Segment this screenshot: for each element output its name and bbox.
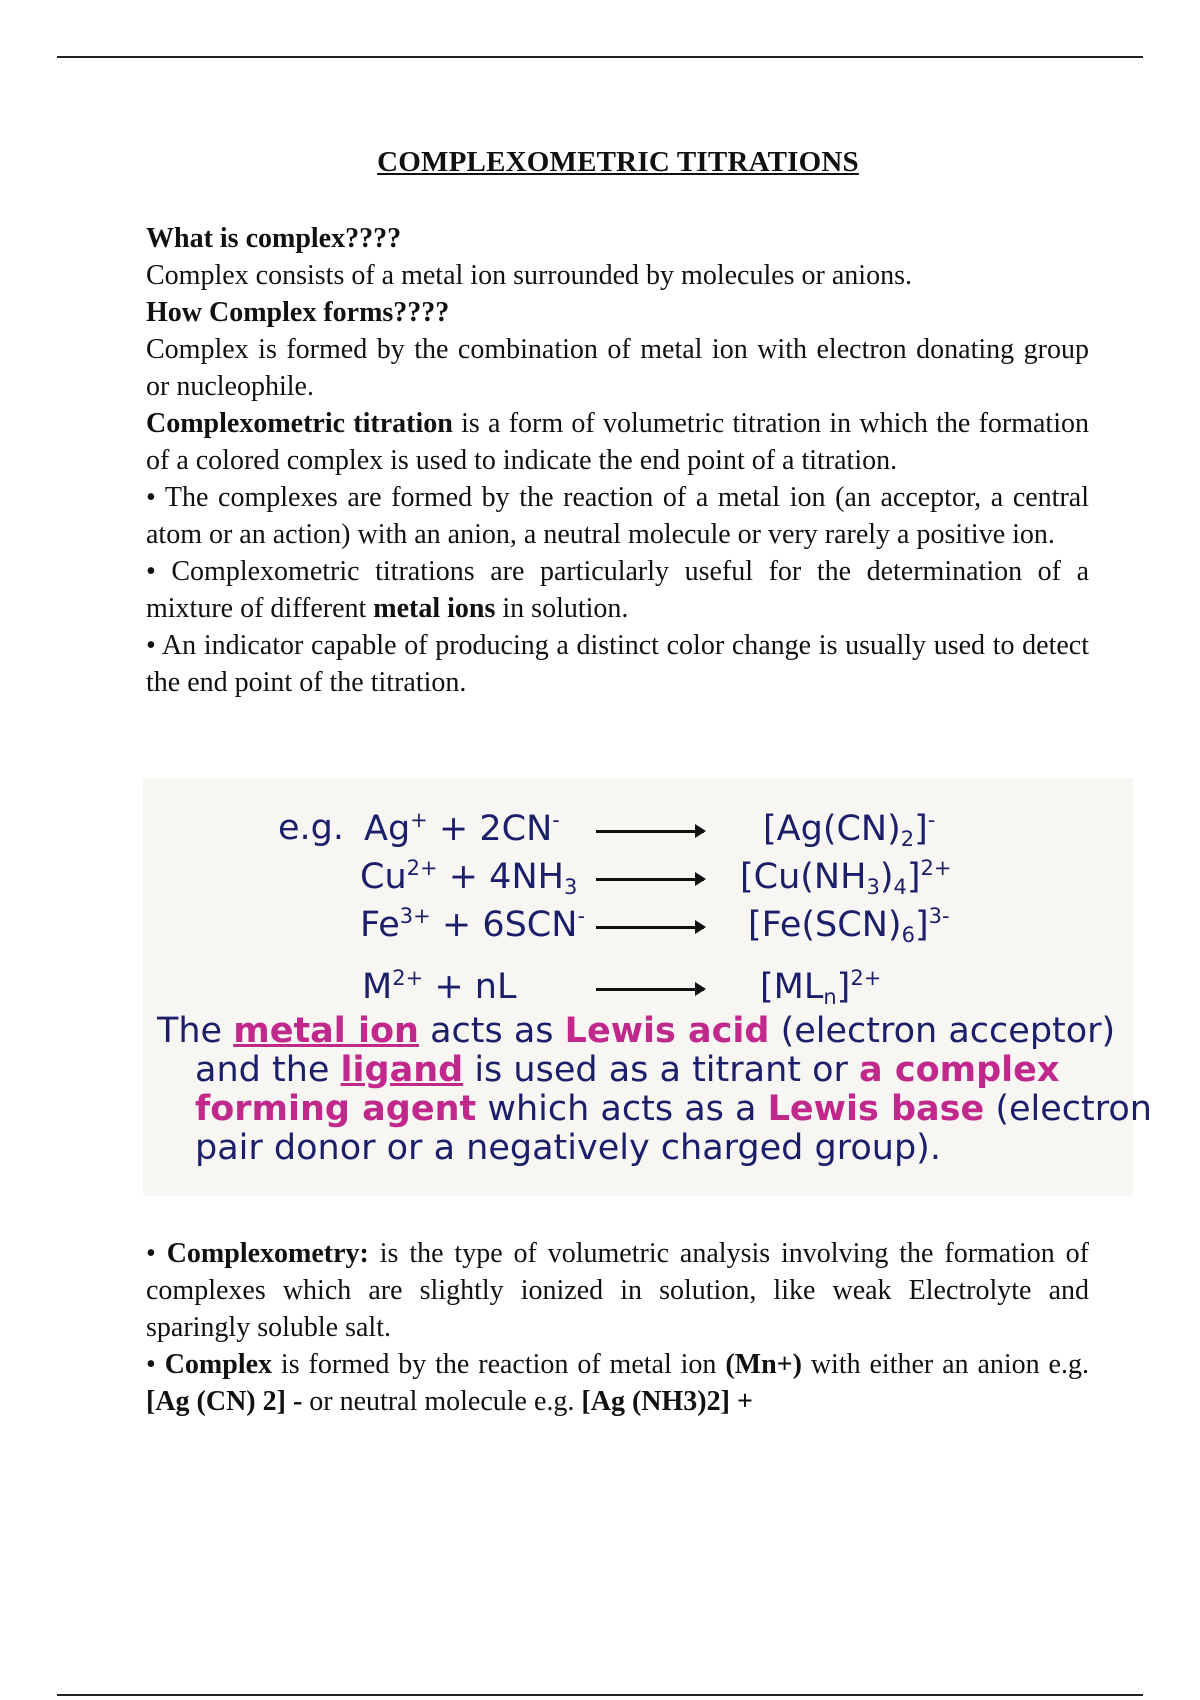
subscript: n (823, 985, 837, 1009)
charge: - (552, 808, 560, 832)
charge: - (577, 904, 586, 928)
reactant: Fe (360, 905, 400, 945)
reaction-1-left (364, 808, 560, 849)
charge: 3- (928, 904, 950, 928)
charge: 2+ (920, 856, 952, 880)
top-rule (57, 56, 1143, 58)
highlight-lewis-acid: Lewis acid (564, 1011, 770, 1051)
reaction-2-right (740, 856, 951, 899)
bullet-text: with either an anion e.g. (801, 1349, 1089, 1380)
highlight-lewis-base: Lewis base (767, 1089, 985, 1129)
subscript: 3 (563, 875, 578, 899)
reaction-3-right (748, 904, 950, 947)
bullet-complexes-formed: • The complexes are formed by the reaction of a metal ion (an acceptor, a central atom or an action) with an anion, a neutral molecule or very rarely a positive ion. (146, 482, 1089, 550)
reactant: + 2CN (438, 809, 553, 849)
equations-figure (143, 778, 1152, 1196)
answer-how-complex-forms: Complex is formed by the combination of metal ion with electron donating group or nucleophile. (146, 334, 1089, 402)
reactant: + 4NH (448, 857, 564, 897)
bullet-marker: • (146, 1238, 167, 1269)
reaction-2-left (360, 856, 577, 899)
reactant: + 6SCN (441, 905, 578, 945)
charge: 2+ (850, 966, 882, 990)
reaction-general-right (760, 966, 881, 1009)
bullet-bold-text: Complexometry: (166, 1238, 369, 1269)
highlight-complex: a complex (859, 1050, 1060, 1090)
product: [Fe(SCN) (748, 905, 902, 945)
reaction-1-right (763, 808, 935, 851)
reaction-arrow-icon (596, 878, 704, 881)
bullet-complex-reaction (146, 1346, 1089, 1420)
reaction-arrow-icon (596, 830, 704, 833)
charge: 2+ (406, 856, 438, 880)
bullet-complexometry (146, 1235, 1089, 1346)
bullet-text: or neutral molecule e.g. (302, 1386, 582, 1417)
highlight-ligand: ligand (340, 1050, 464, 1090)
definition-term: Complexometric titration (146, 408, 453, 439)
bullet-text: in solution. (495, 593, 629, 624)
lewis-line-4: pair donor or a negatively charged group). (195, 1128, 941, 1168)
lewis-line-1 (157, 1012, 1122, 1051)
text: is used as a titrant or (463, 1050, 860, 1090)
charge: - (927, 808, 936, 832)
reaction-general-left (362, 966, 516, 1007)
bullet-text: • Complexometric titrations are particularly useful for the determination of a mixture of different (146, 556, 1089, 624)
text: The (157, 1011, 234, 1051)
bullet-text: is the type of volumetric analysis involving the formation of complexes which are slightly ionized in solution, like weak Electrolyte and sparingly soluble salt. (146, 1238, 1089, 1343)
bullet-indicator: • An indicator capable of producing a distinct color change is usually used to detect the end point of the titration. (146, 630, 1089, 698)
bullet-useful-determination (146, 553, 1089, 627)
complexometry-section (146, 1235, 1089, 1420)
charge: 3+ (399, 904, 431, 928)
subscript: 4 (893, 875, 907, 899)
answer-what-is-complex: Complex consists of a metal ion surrounded by molecules or anions. (146, 260, 912, 291)
page-title: COMPLEXOMETRIC TITRATIONS (377, 146, 859, 178)
text: (electron (984, 1089, 1152, 1129)
lewis-line-3 (157, 1089, 1152, 1129)
bullet-text: is formed by the reaction of metal ion (272, 1349, 726, 1380)
subscript: 6 (901, 923, 915, 947)
text: and the (195, 1050, 341, 1090)
bullet-bold-text: [Ag (NH3)2] + (581, 1386, 753, 1417)
lewis-line-2 (157, 1051, 1122, 1090)
definition-text: is a form of volumetric titration in which the formation of a colored complex is used to indicate the end point of a titration. (146, 408, 1089, 476)
subscript: 2 (900, 827, 915, 851)
highlight-metal-ion: metal ion (233, 1011, 419, 1051)
product: ) (879, 857, 894, 897)
product: [Cu(NH (740, 857, 867, 897)
reactant: Cu (360, 857, 407, 897)
bottom-rule (57, 1694, 1143, 1696)
charge: 2+ (392, 966, 424, 990)
product: ] (836, 967, 851, 1007)
lewis-explanation (157, 1011, 1152, 1168)
bullet-bold-text: [Ag (CN) 2] - (146, 1386, 303, 1417)
product: [ML (760, 967, 824, 1007)
product: ] (914, 905, 929, 945)
reactant: + nL (434, 967, 517, 1007)
definition-paragraph (146, 405, 1089, 479)
subscript: 3 (866, 875, 880, 899)
highlight-forming-agent: forming agent (195, 1089, 477, 1129)
question-how-complex-forms: How Complex forms???? (146, 297, 450, 328)
bullet-marker: • (146, 1349, 165, 1380)
text: which acts as a (476, 1089, 768, 1129)
charge: + (410, 808, 428, 832)
reaction-3-left (360, 904, 585, 945)
intro-section (146, 220, 1089, 701)
bullet-bold-text: (Mn+) (725, 1349, 802, 1380)
text: (electron acceptor) (769, 1011, 1116, 1051)
reactant: M (362, 967, 393, 1007)
product: ] (914, 809, 928, 849)
product: ] (906, 857, 921, 897)
reaction-arrow-icon (596, 988, 704, 991)
text: acts as (418, 1011, 565, 1051)
product: [Ag(CN) (763, 809, 901, 849)
reactant: Ag (364, 809, 411, 849)
bullet-bold-text: Complex (164, 1349, 273, 1380)
eg-label: e.g. (278, 808, 345, 848)
question-what-is-complex: What is complex???? (146, 223, 402, 254)
reaction-arrow-icon (596, 926, 704, 929)
bullet-bold-text: metal ions (373, 593, 496, 624)
